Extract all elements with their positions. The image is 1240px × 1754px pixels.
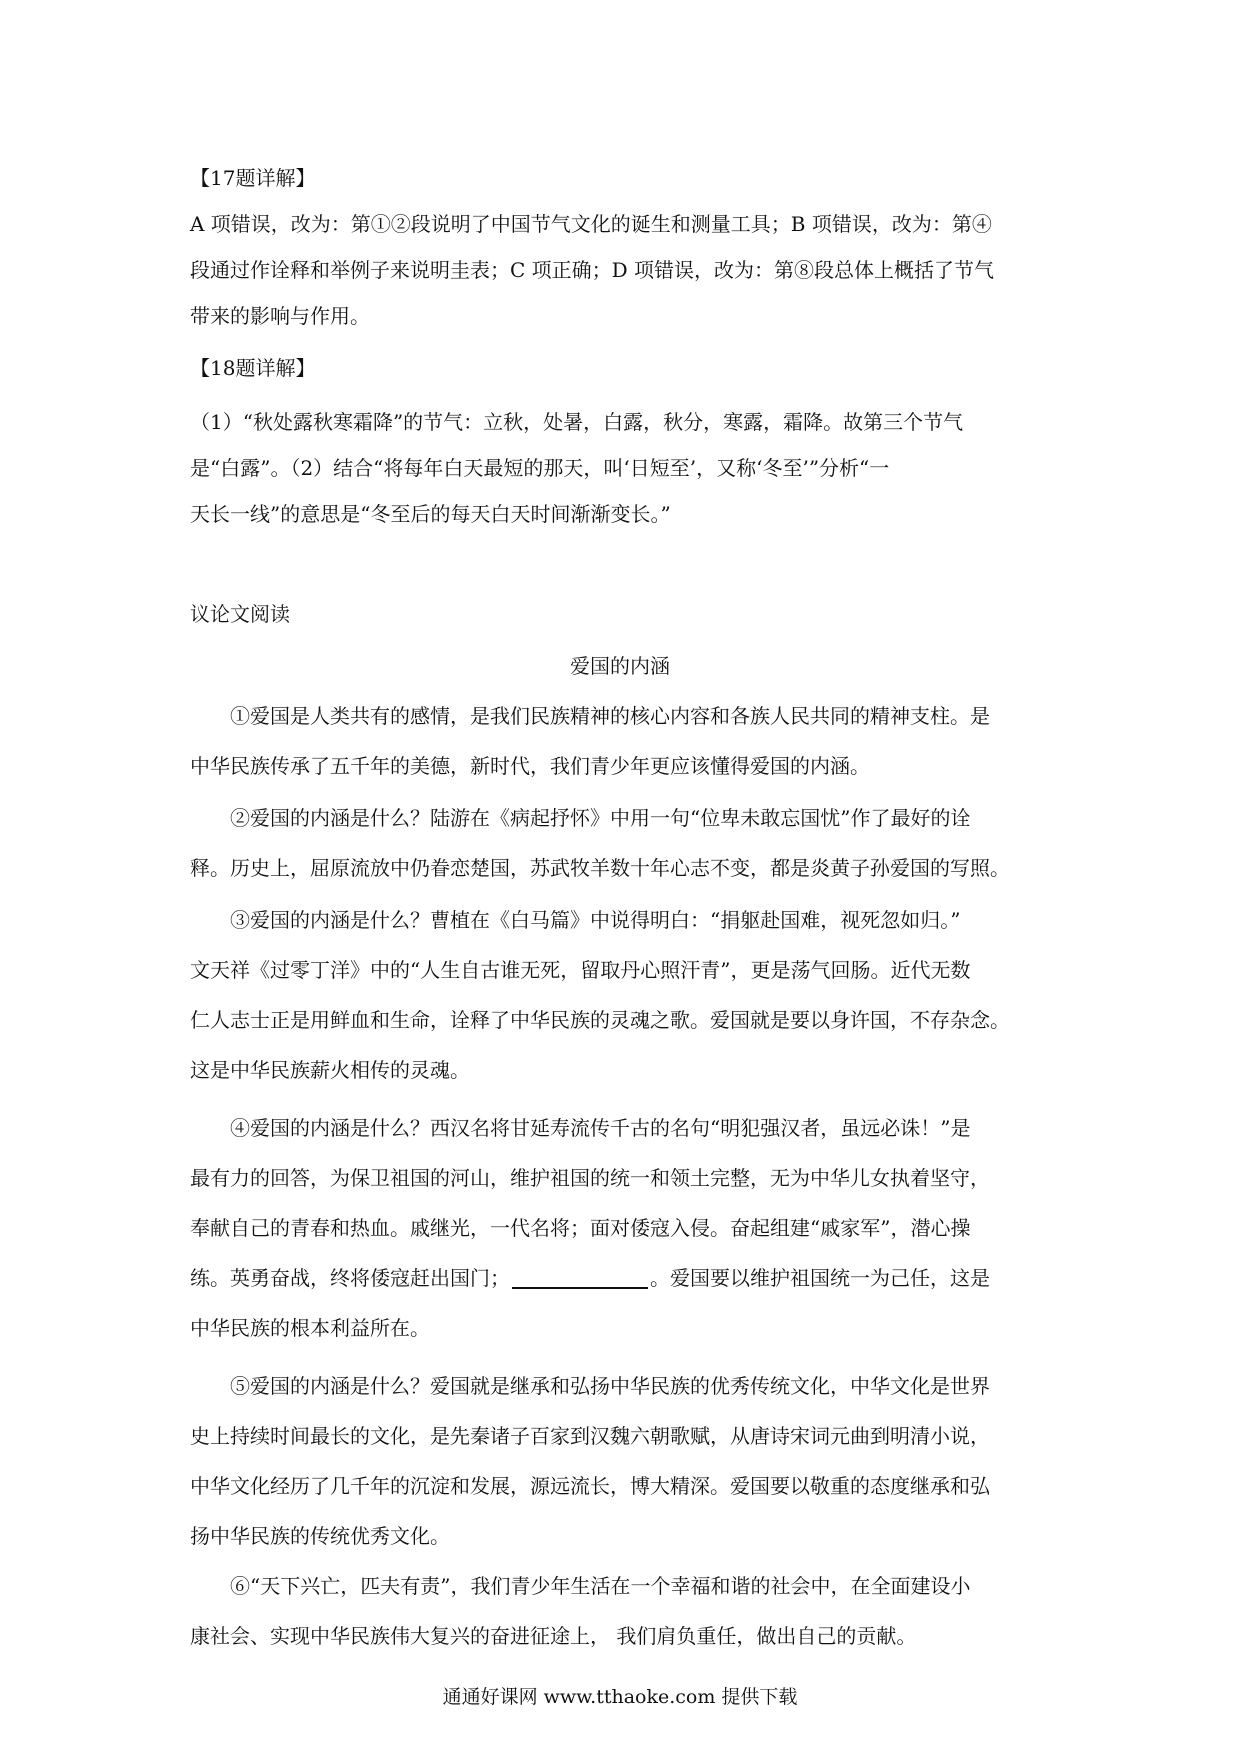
p3-line-4: 这是中华民族薪火相传的灵魂。 (190, 1058, 470, 1082)
p3-line-3: 仁人志士正是用鲜血和生命，诠释了中华民族的灵魂之歌。爱国就是要以身许国，不存杂念。 (190, 1008, 1010, 1032)
p6-line-1: ⑥“天下兴亡，匹夫有责”，我们青少年生活在一个幸福和谐的社会中，在全面建设小 (230, 1574, 971, 1598)
p4-line-5: 中华民族的根本利益所在。 (190, 1316, 430, 1340)
answer-blank (512, 1267, 648, 1289)
q18-line-1: （1）“秋处露秋寒霜降”的节气：立秋，处暑，白露，秋分，寒露，霜降。故第三个节气 (190, 410, 964, 434)
p5-line-2: 史上持续时间最长的文化，是先秦诸子百家到汉魏六朝歌赋，从唐诗宋词元曲到明清小说， (190, 1424, 990, 1448)
p6-line-2: 康社会、实现中华民族伟大复兴的奋进征途上， 我们肩负重任，做出自己的贡献。 (190, 1624, 917, 1648)
p5-line-1: ⑤爱国的内涵是什么？爱国就是继承和弘扬中华民族的优秀传统文化，中华文化是世界 (230, 1374, 990, 1398)
p4-line-1: ④爱国的内涵是什么？西汉名将甘延寿流传千古的名句“明犯强汉者，虽远必诛！”是 (230, 1116, 971, 1140)
p3-line-2: 文天祥《过零丁洋》中的“人生自古谁无死，留取丹心照汗青”，更是荡气回肠。近代无数 (190, 958, 971, 982)
section-label: 议论文阅读 (190, 602, 290, 626)
p1-line-2: 中华民族传承了五千年的美德，新时代，我们青少年更应该懂得爱国的内涵。 (190, 754, 870, 778)
p5-line-3: 中华文化经历了几千年的沉淀和发展，源远流长，博大精深。爱国要以敬重的态度继承和弘 (190, 1474, 990, 1498)
p4-line-2: 最有力的回答，为保卫祖国的河山，维护祖国的统一和领土完整，无为中华儿女执着坚守， (190, 1166, 990, 1190)
page-footer: 通通好课网 www.tthaoke.com 提供下载 (442, 1686, 798, 1708)
p1-line-1: ①爱国是人类共有的感情，是我们民族精神的核心内容和各族人民共同的精神支柱。是 (230, 704, 990, 728)
q18-line-3: 天长一线”的意思是“冬至后的每天白天时间渐渐变长。” (190, 502, 671, 526)
p4-text-after-blank: 。爱国要以维护祖国统一为己任，这是 (650, 1266, 990, 1290)
p2-line-2: 释。历史上，屈原流放中仍眷恋楚国，苏武牧羊数十年心志不变，都是炎黄子孙爱国的写照。 (190, 856, 1010, 880)
q17-line-1: A 项错误，改为：第①②段说明了中国节气文化的诞生和测量工具；B 项错误，改为：第④ (190, 212, 992, 236)
p2-line-1: ②爱国的内涵是什么？陆游在《病起抒怀》中用一句“位卑未敢忘国忧”作了最好的诠 (230, 806, 971, 830)
essay-title: 爱国的内涵 (570, 654, 670, 678)
q17-line-2: 段通过作诠释和举例子来说明圭表；C 项正确；D 项错误，改为：第⑧段总体上概括了节气 (190, 258, 995, 282)
q18-line-2: 是“白露”。（2）结合“将每年白天最短的那天，叫‘日短至’，又称‘冬至’”分析“一 (190, 456, 890, 480)
q17-heading: 【17题详解】 (190, 166, 316, 190)
p4-text-before-blank: 练。英勇奋战，终将倭寇赶出国门； (190, 1266, 510, 1290)
p4-line-4 (190, 1264, 990, 1292)
p4-line-3: 奉献自己的青春和热血。戚继光，一代名将；面对倭寇入侵。奋起组建“戚家军”，潜心操 (190, 1216, 971, 1240)
q18-heading: 【18题详解】 (190, 356, 316, 380)
q17-line-3: 带来的影响与作用。 (190, 304, 370, 328)
p3-line-1: ③爱国的内涵是什么？曹植在《白马篇》中说得明白：“捐躯赴国难，视死忽如归。” (230, 908, 961, 932)
p5-line-4: 扬中华民族的传统优秀文化。 (190, 1524, 450, 1548)
